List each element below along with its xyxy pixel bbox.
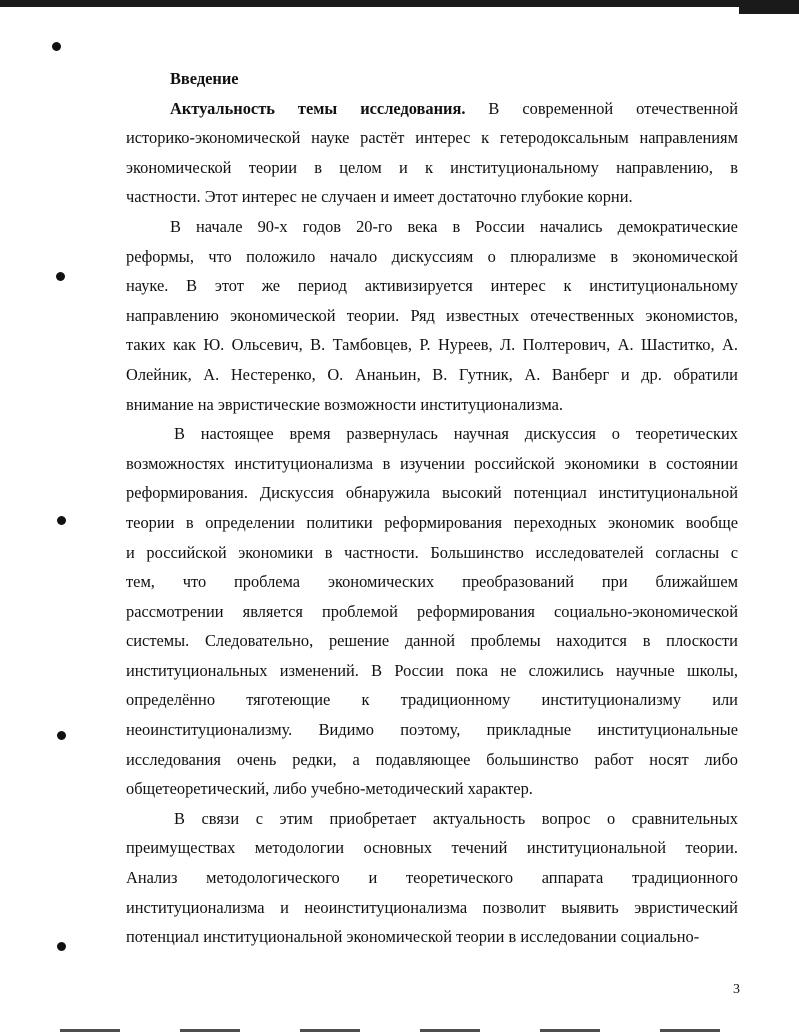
word: интерес: [415, 128, 471, 148]
text-line: [126, 863, 738, 893]
word: в: [382, 453, 391, 473]
word: темы: [297, 98, 338, 118]
word: редки,: [292, 749, 337, 769]
binding-hole-mark: [57, 942, 66, 951]
word: институциональному: [450, 157, 599, 177]
word: В: [170, 216, 181, 236]
word: России: [475, 216, 525, 236]
word: В: [371, 660, 383, 680]
word: находится: [556, 631, 627, 651]
word: не: [500, 660, 517, 680]
word: обнаружила: [345, 483, 430, 503]
word: вопрос: [541, 808, 591, 828]
word: науке: [311, 128, 350, 148]
paragraph-container: [126, 94, 738, 952]
text-line: [126, 922, 738, 952]
word: пока: [456, 660, 489, 680]
word: в: [452, 216, 461, 236]
word: к: [361, 690, 370, 710]
word: основных: [363, 838, 433, 858]
word: теории.: [685, 838, 738, 858]
word: и: [126, 542, 135, 562]
word: российской: [474, 453, 555, 473]
text-line: [126, 419, 738, 449]
text-line: [126, 449, 738, 479]
word: поэтому,: [400, 720, 461, 740]
text-line: [126, 301, 738, 331]
word: Ольсевич,: [231, 335, 303, 355]
word: же: [261, 276, 281, 296]
word: начались: [539, 216, 603, 236]
word: вообще: [685, 512, 738, 532]
word: сложились: [528, 660, 604, 680]
word: современной: [522, 98, 614, 118]
word: традиционного: [632, 868, 738, 888]
word: сравнительных: [631, 808, 738, 828]
paragraph: [126, 804, 738, 952]
word: либо: [704, 749, 738, 769]
line-text: внимание на эвристические возможности институционализма.: [126, 394, 564, 414]
word: как: [172, 335, 196, 355]
text-line: [126, 94, 738, 124]
word: а: [352, 749, 360, 769]
word: носят: [649, 749, 689, 769]
word: Большинство: [430, 542, 524, 562]
word: подавляющее: [375, 749, 471, 769]
word: начале: [196, 216, 243, 236]
text-line: [126, 745, 738, 775]
word: Шаститко,: [640, 335, 715, 355]
word: с: [730, 542, 738, 562]
text-line: [126, 685, 738, 715]
word: что: [182, 572, 207, 592]
word: реформы,: [126, 246, 194, 266]
word: реформирования: [384, 512, 503, 532]
word: институциональных: [126, 660, 268, 680]
word: дискуссия: [524, 424, 596, 444]
text-line: [126, 182, 738, 212]
word: традиционному: [400, 690, 511, 710]
word: экономик: [608, 512, 675, 532]
text-line: [126, 597, 738, 627]
word: или: [712, 690, 738, 710]
word: выявить: [561, 897, 619, 917]
text-line: [126, 833, 738, 863]
word: определении: [205, 512, 295, 532]
text-line: [126, 271, 738, 301]
word: методологического: [206, 868, 340, 888]
word: Дискуссия: [259, 483, 334, 503]
word: и: [620, 364, 630, 384]
word: Полтерович,: [522, 335, 611, 355]
text-line: [126, 774, 738, 804]
word: направлениям: [639, 128, 738, 148]
word: институциональному: [589, 276, 738, 296]
word: В: [488, 98, 500, 118]
word: эвристический: [634, 897, 738, 917]
scan-top-edge: [0, 0, 799, 7]
word: Ванберг: [551, 364, 610, 384]
text-line: [126, 478, 738, 508]
word: и: [368, 868, 378, 888]
word: теоретических: [635, 424, 738, 444]
word: Видимо: [318, 720, 374, 740]
word: в: [324, 542, 333, 562]
word: интерес: [490, 276, 546, 296]
word: большинство: [486, 749, 579, 769]
word: научная: [453, 424, 509, 444]
word: о: [611, 424, 620, 444]
line-text: потенциал институциональной экономической теории в исследовании социально-: [126, 927, 700, 947]
word: Ряд: [410, 305, 435, 325]
word: теории.: [346, 305, 400, 325]
word: теории: [248, 157, 298, 177]
word: политики: [306, 512, 373, 532]
word: реформирования: [417, 601, 535, 621]
word: возможностях: [126, 453, 225, 473]
text-line: [126, 390, 738, 420]
word: данной: [404, 631, 455, 651]
word: связи: [201, 808, 240, 828]
word: А.: [203, 364, 220, 384]
word: экономических: [327, 572, 435, 592]
word: проблема: [234, 572, 301, 592]
word: Ю.: [203, 335, 225, 355]
word: изучении: [399, 453, 465, 473]
word: направлению: [126, 305, 219, 325]
word: теории: [126, 512, 175, 532]
word: и: [398, 157, 408, 177]
binding-hole-mark: [57, 731, 66, 740]
word: позволит: [482, 897, 546, 917]
word: в: [642, 631, 651, 651]
word: направлению,: [616, 157, 713, 177]
word: ближайшем: [655, 572, 738, 592]
word: институциональной: [598, 483, 738, 503]
word: потенциал: [513, 483, 587, 503]
word: очень: [236, 749, 277, 769]
word: А.: [524, 364, 541, 384]
word: О.: [327, 364, 344, 384]
word: рассмотрении: [126, 601, 224, 621]
word: дискуссиям: [391, 246, 474, 266]
word: целом: [339, 157, 382, 177]
word: Олейник,: [126, 364, 192, 384]
binding-hole-mark: [56, 272, 65, 281]
word: исследователей: [535, 542, 644, 562]
word: преобразований: [462, 572, 575, 592]
word: в: [610, 246, 619, 266]
binding-hole-mark: [52, 42, 61, 51]
word: В: [174, 424, 185, 444]
text-line: [126, 893, 738, 923]
word: социально-экономической: [554, 601, 738, 621]
word: переходных: [513, 512, 597, 532]
text-line: [126, 153, 738, 183]
word: институциональные: [597, 720, 738, 740]
text-line: [126, 508, 738, 538]
word: экономистов,: [645, 305, 738, 325]
word: российской: [146, 542, 227, 562]
word: в: [648, 453, 657, 473]
word: системы.: [126, 631, 190, 651]
word: институционализма: [126, 897, 265, 917]
word: этим: [279, 808, 313, 828]
word: отечественных: [530, 305, 635, 325]
word: тем,: [126, 572, 155, 592]
word: Нестеренко,: [230, 364, 316, 384]
word: растёт: [360, 128, 405, 148]
word: в: [185, 512, 194, 532]
word: и: [280, 897, 289, 917]
word: прикладные: [486, 720, 572, 740]
word: согласны: [655, 542, 720, 562]
word: науке.: [126, 276, 169, 296]
word: актуальность: [432, 808, 526, 828]
document-body: [126, 64, 738, 952]
word: настоящее: [200, 424, 274, 444]
word: известных: [446, 305, 520, 325]
text-line: [126, 123, 738, 153]
word: высокий: [441, 483, 502, 503]
word: в: [314, 157, 323, 177]
word: институционализму: [541, 690, 682, 710]
word: Гутник,: [458, 364, 513, 384]
word: исследования: [126, 749, 221, 769]
word: исследования.: [360, 98, 466, 118]
text-line: [126, 656, 738, 686]
word: В.: [432, 364, 448, 384]
word: институционализма: [234, 453, 374, 473]
text-line: [126, 538, 738, 568]
word: 20-го: [356, 216, 393, 236]
word: к: [481, 128, 490, 148]
word: демократические: [617, 216, 738, 236]
text-line: [126, 626, 738, 656]
text-line: [126, 330, 738, 360]
word: научные: [615, 660, 675, 680]
word: 90-х: [257, 216, 288, 236]
word: неоинституционализма: [304, 897, 468, 917]
word: В.: [310, 335, 326, 355]
text-line: [126, 242, 738, 272]
word: период: [297, 276, 347, 296]
word: годов: [302, 216, 341, 236]
word: Следовательно,: [204, 631, 314, 651]
word: с: [255, 808, 263, 828]
word: этот: [214, 276, 244, 296]
word: плюрализме: [510, 246, 596, 266]
scan-bottom-edge: [60, 1029, 760, 1032]
binding-hole-mark: [57, 516, 66, 525]
word: экономики: [564, 453, 640, 473]
word: время: [289, 424, 331, 444]
word: при: [601, 572, 628, 592]
word: теоретического: [405, 868, 514, 888]
word: гетеродоксальным: [499, 128, 629, 148]
word: изменений.: [279, 660, 359, 680]
word: Актуальность: [170, 98, 275, 118]
word: в: [730, 157, 738, 177]
word: экономической: [230, 305, 336, 325]
word: о: [607, 808, 616, 828]
word: экономики: [238, 542, 314, 562]
word: А.: [721, 335, 738, 355]
word: к: [563, 276, 572, 296]
word: институциональной: [526, 838, 667, 858]
word: проблемы: [470, 631, 541, 651]
word: века: [407, 216, 438, 236]
word: является: [242, 601, 303, 621]
page-title: Введение: [170, 69, 239, 88]
word: что: [208, 246, 232, 266]
word: состоянии: [666, 453, 738, 473]
word: неоинституционализму.: [126, 720, 293, 740]
word: положило: [246, 246, 316, 266]
paragraph: [126, 94, 738, 212]
word: развернулась: [346, 424, 438, 444]
word: отечественной: [636, 98, 738, 118]
word: России: [394, 660, 444, 680]
word: Ананьин,: [354, 364, 421, 384]
line-text: частности. Этот интерес не случаен и имеет достаточно глубокие корни.: [126, 187, 633, 207]
word: решение: [328, 631, 390, 651]
word: А.: [617, 335, 634, 355]
word: определённо: [126, 690, 216, 710]
word: преимуществах: [126, 838, 236, 858]
word: проблемой: [322, 601, 398, 621]
paragraph: [126, 212, 738, 419]
word: Анализ: [126, 868, 178, 888]
word: плоскости: [666, 631, 738, 651]
text-line: [126, 360, 738, 390]
scan-top-corner: [739, 0, 799, 14]
word: обратили: [673, 364, 738, 384]
word: В: [186, 276, 198, 296]
word: приобретает: [329, 808, 417, 828]
word: Тамбовцев,: [332, 335, 412, 355]
word: историко-экономической: [126, 128, 301, 148]
word: школы,: [686, 660, 738, 680]
line-text: общетеоретический, либо учебно-методический характер.: [126, 779, 533, 799]
word: методологии: [254, 838, 345, 858]
word: Нуреев,: [437, 335, 493, 355]
word: экономической: [632, 246, 738, 266]
word: реформирования.: [126, 483, 248, 503]
word: начало: [329, 246, 378, 266]
text-line: [126, 212, 738, 242]
word: работ: [594, 749, 634, 769]
text-line: [126, 567, 738, 597]
word: др.: [641, 364, 662, 384]
word: к: [424, 157, 433, 177]
word: о: [487, 246, 496, 266]
paragraph: [126, 419, 738, 804]
word: частности.: [344, 542, 419, 562]
word: течений: [451, 838, 508, 858]
text-line: [126, 715, 738, 745]
text-line: [126, 804, 738, 834]
word: экономической: [126, 157, 232, 177]
word: Р.: [419, 335, 431, 355]
page-number: 3: [733, 982, 740, 997]
word: аппарата: [541, 868, 604, 888]
word: тяготеющие: [246, 690, 331, 710]
word: активизируется: [364, 276, 473, 296]
word: таких: [126, 335, 166, 355]
word: Л.: [499, 335, 516, 355]
word: В: [174, 808, 185, 828]
